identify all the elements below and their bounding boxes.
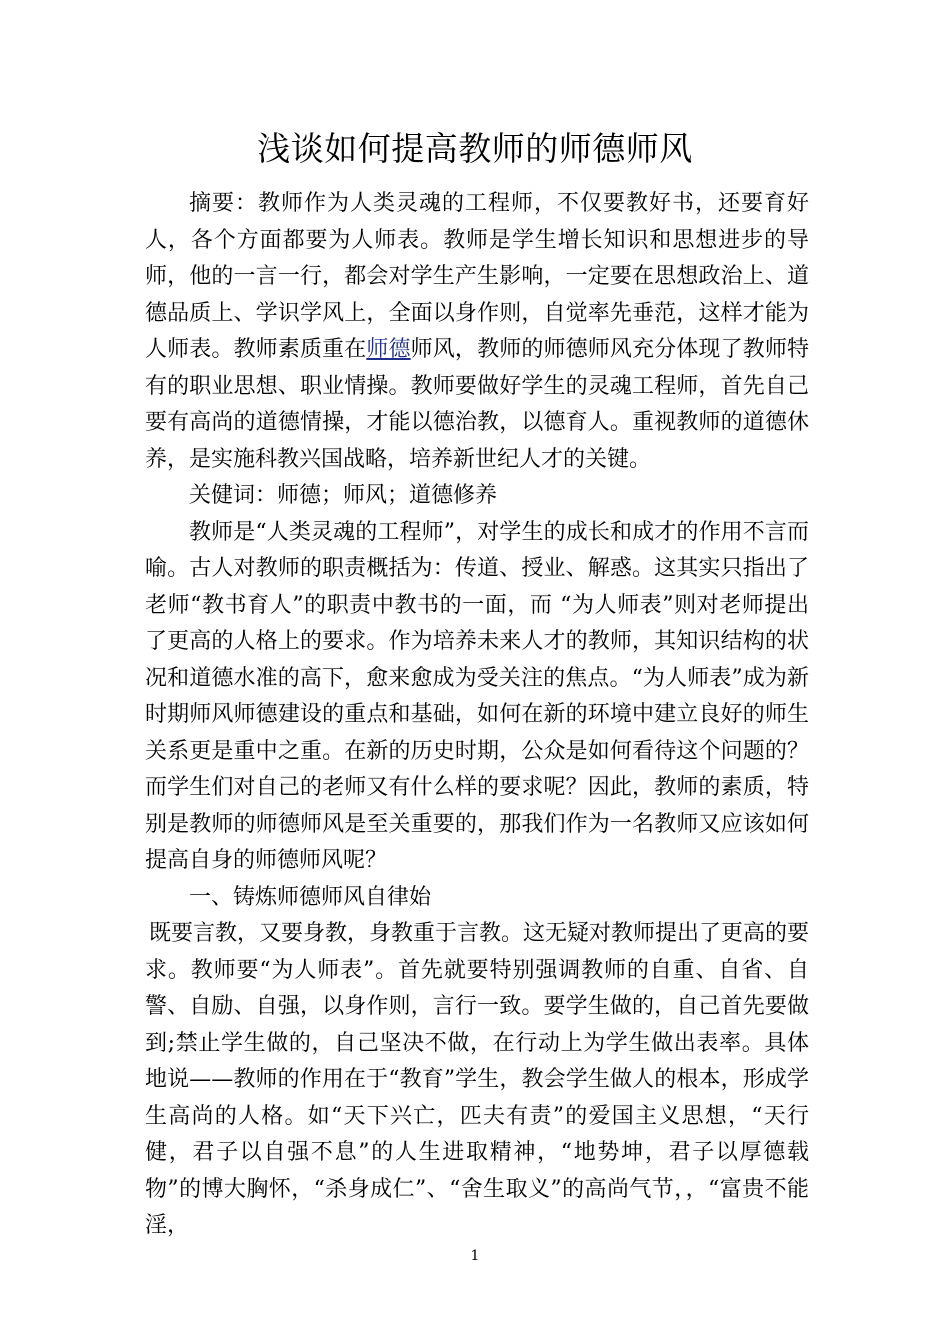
section1-paragraph: 既要言教，又要身教，身教重于言教。这无疑对教师提出了更高的要求。教师要“为人师表”。首先就要特别强调教师的自重、自省、自警、自励、自强，以身作则，言行一致。要学生做的，自己首先要做到;禁止学生做的，自己坚决不做，在行动上为学生做出表率。具体地说——教师的作用在于“教育”学生，教会学生做人的根本，形成学生高尚的人格。如“天下兴亡，匹夫有责”的爱国主义思想，“天行健，君子以自强不息”的人生进取精神，“地势坤，君子以厚德载物”的博大胸怀，“杀身成仁”、“舍生取义”的高尚气节，，“富贵不能淫， [145, 921, 810, 1238]
keywords-line: 关健词：师德；师风；道德修养 [189, 483, 498, 508]
intro-paragraph: 教师是“人类灵魂的工程师”，对学生的成长和成才的作用不言而喻。古人对教师的职责概括为：传道、授业、解惑。这其实只指出了老师“教书育人”的职责中教书的一面，而 “为人师表”则对老师提出了更高的人格上的要求。作为培养未来人才的教师，其知识结构的状况和道德水准的高下，愈来愈成为受关注的焦点。“为人师表”成为新时期师风师德建设的重点和基础，如何在新的环境中建立良好的师生关系更是重中之重。在新的历史时期，公众是如何看待这个问题的？而学生们对自己的老师又有什么样的要求呢？因此，教师的素质，特别是教师的师德师风是至关重要的，那我们作为一名教师又应该如何提高自身的师德师风呢？ [145, 519, 809, 873]
page-number: 1 [470, 1248, 480, 1264]
shide-link[interactable]: 师德 [366, 337, 411, 362]
section1-heading: 一、铸炼师德师风自律始 [189, 884, 432, 910]
abstract-paragraph [145, 186, 809, 478]
abstract-text-start: 摘要：教师作为人类灵魂的工程师，不仅要教好书，还要育好人，各个方面都要为人师表。教师是学生增长知识和思想进步的导师，他的一言一行，都会对学生产生影响，一定要在思想政治上、道德品质上、学识学风上，全面以身作则，自觉率先垂范，这样才能为人师表。教师素质重在 [145, 191, 809, 362]
document-title: 浅谈如何提高教师的师德师风 [257, 129, 693, 168]
document-body [145, 186, 809, 1245]
abstract-text-end: 师风，教师的师德师风充分体现了教师特有的职业思想、职业情操。教师要做好学生的灵魂工程师，首先自己要有高尚的道德情操，才能以德治教，以德育人。重视教师的道德休养，是实施科教兴国战略，培养新世纪人才的关键。 [145, 337, 809, 472]
